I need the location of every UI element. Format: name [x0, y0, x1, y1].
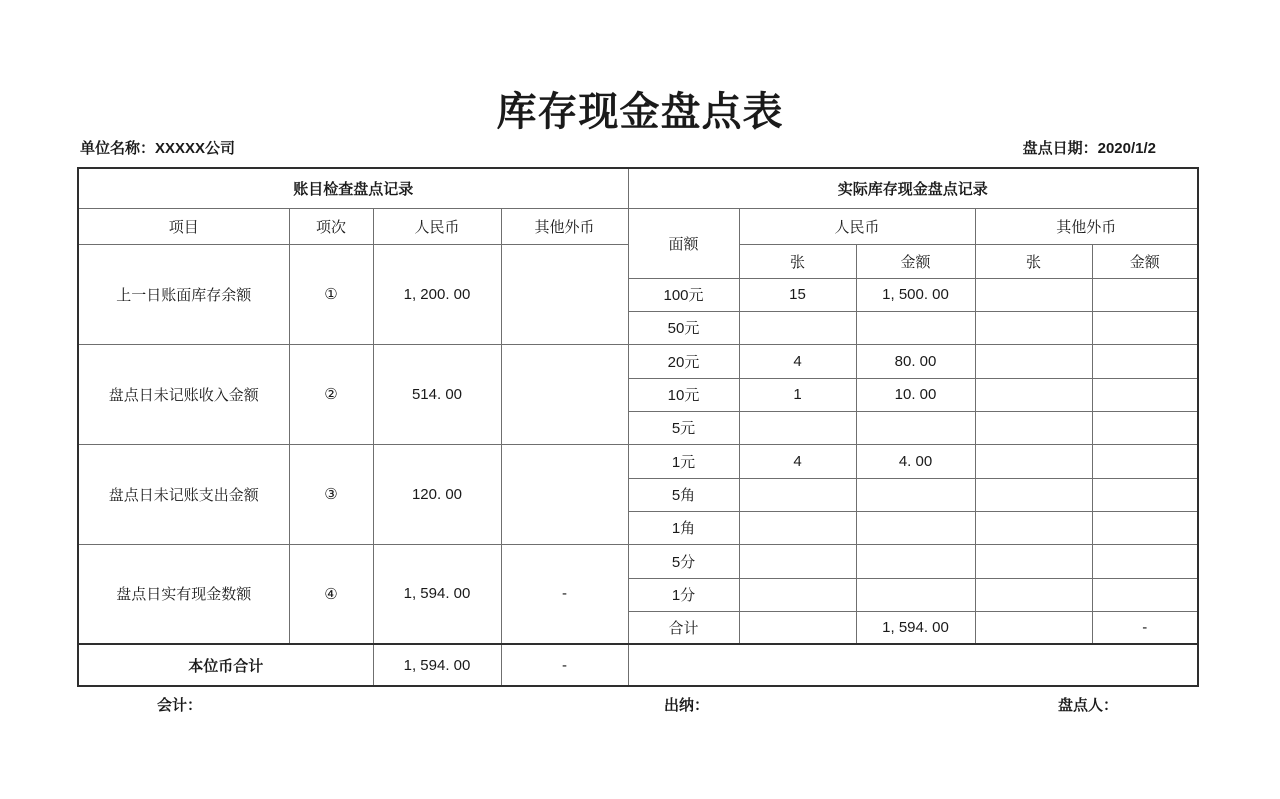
rmb-amount-cell [856, 511, 975, 544]
rmb-amount-cell: 1, 594. 00 [856, 611, 975, 644]
fx-sheets-cell [975, 311, 1092, 344]
rmb-sheets-cell: 1 [739, 378, 856, 411]
rmb-sheets-cell [739, 611, 856, 644]
fx-amount-cell [1092, 378, 1198, 411]
fx-sheets-cell [975, 344, 1092, 378]
rmb-sheets-cell [739, 544, 856, 578]
rmb-amount-cell [856, 411, 975, 444]
denomination-cell: 5元 [628, 411, 739, 444]
column-header-row-1 [78, 208, 1198, 244]
rmb-sheets-cell: 4 [739, 444, 856, 478]
account-check-section-header: 账目检查盘点记录 [78, 168, 628, 208]
cash-count-section-header: 实际库存现金盘点记录 [628, 168, 1198, 208]
col-header-seq: 项次 [289, 208, 373, 244]
col-header-rmb: 人民币 [373, 208, 501, 244]
fx-sheets-cell [975, 478, 1092, 511]
fx-amount-cell [1092, 544, 1198, 578]
fx-amount-cell [1092, 478, 1198, 511]
fx-sheets-cell [975, 611, 1092, 644]
rmb-sheets-cell: 4 [739, 344, 856, 378]
col-header-rmb-amount: 金额 [856, 244, 975, 278]
rmb-amount-cell: 1, 500. 00 [856, 278, 975, 311]
fx-sheets-cell [975, 278, 1092, 311]
cash-count-row [78, 344, 1198, 378]
account-item-cell: 盘点日实有现金数额 [78, 544, 289, 644]
rmb-sheets-cell [739, 411, 856, 444]
denomination-cell: 20元 [628, 344, 739, 378]
fx-amount-cell [1092, 311, 1198, 344]
rmb-sheets-cell [739, 578, 856, 611]
account-seq-cell: ④ [289, 544, 373, 644]
rmb-sheets-cell [739, 478, 856, 511]
inventory-table [77, 167, 1199, 687]
account-check-total-row [78, 644, 1198, 686]
rmb-amount-cell: 4. 00 [856, 444, 975, 478]
denomination-cell: 10元 [628, 378, 739, 411]
account-item-cell: 盘点日未记账支出金额 [78, 444, 289, 544]
col-header-denomination: 面额 [628, 208, 739, 278]
count-date-label: 盘点日期：2020/1/2 [1022, 140, 1156, 157]
fx-sheets-cell [975, 544, 1092, 578]
rmb-amount-cell [856, 578, 975, 611]
account-rmb-cell: 1, 200. 00 [373, 244, 501, 344]
denomination-cell: 5角 [628, 478, 739, 511]
counter-signature-label: 盘点人： [1058, 697, 1119, 714]
denomination-cell: 50元 [628, 311, 739, 344]
account-item-cell: 上一日账面库存余额 [78, 244, 289, 344]
fx-amount-cell [1092, 444, 1198, 478]
fx-amount-cell: - [1092, 611, 1198, 644]
rmb-amount-cell [856, 311, 975, 344]
col-header-fx-amount: 金额 [1092, 244, 1198, 278]
rmb-sheets-cell [739, 311, 856, 344]
col-header-cash-foreign: 其他外币 [975, 208, 1198, 244]
denomination-cell: 1角 [628, 511, 739, 544]
account-total-rmb-cell: 1, 594. 00 [373, 644, 501, 686]
denomination-cell: 5分 [628, 544, 739, 578]
account-foreign-cell [501, 344, 628, 444]
account-rmb-cell: 120. 00 [373, 444, 501, 544]
account-foreign-cell: - [501, 544, 628, 644]
accountant-signature-label: 会计： [157, 697, 203, 714]
section-header-row [78, 168, 1198, 208]
account-seq-cell: ① [289, 244, 373, 344]
rmb-sheets-cell [739, 511, 856, 544]
cashier-signature-label: 出纳： [664, 697, 710, 714]
rmb-sheets-cell: 15 [739, 278, 856, 311]
col-header-item: 项目 [78, 208, 289, 244]
fx-sheets-cell [975, 511, 1092, 544]
fx-amount-cell [1092, 344, 1198, 378]
account-total-label-cell: 本位币合计 [78, 644, 373, 686]
fx-sheets-cell [975, 411, 1092, 444]
fx-amount-cell [1092, 411, 1198, 444]
rmb-amount-cell [856, 478, 975, 511]
account-rmb-cell: 1, 594. 00 [373, 544, 501, 644]
account-total-foreign-cell: - [501, 644, 628, 686]
cash-count-row [78, 544, 1198, 578]
company-name-label: 单位名称：XXXXX公司 [80, 140, 236, 157]
col-header-cash-rmb: 人民币 [739, 208, 975, 244]
rmb-amount-cell [856, 544, 975, 578]
fx-sheets-cell [975, 578, 1092, 611]
fx-sheets-cell [975, 444, 1092, 478]
account-foreign-cell [501, 244, 628, 344]
fx-amount-cell [1092, 511, 1198, 544]
col-header-rmb-sheets: 张 [739, 244, 856, 278]
fx-amount-cell [1092, 578, 1198, 611]
cash-total-label-cell: 合计 [628, 611, 739, 644]
account-rmb-cell: 514. 00 [373, 344, 501, 444]
col-header-foreign: 其他外币 [501, 208, 628, 244]
cash-count-row [78, 444, 1198, 478]
denomination-cell: 1元 [628, 444, 739, 478]
denomination-cell: 100元 [628, 278, 739, 311]
denomination-cell: 1分 [628, 578, 739, 611]
account-foreign-cell [501, 444, 628, 544]
account-item-cell: 盘点日未记账收入金额 [78, 344, 289, 444]
col-header-fx-sheets: 张 [975, 244, 1092, 278]
account-seq-cell: ③ [289, 444, 373, 544]
fx-amount-cell [1092, 278, 1198, 311]
cash-count-footer-empty-cell [628, 644, 1198, 686]
fx-sheets-cell [975, 378, 1092, 411]
rmb-amount-cell: 80. 00 [856, 344, 975, 378]
rmb-amount-cell: 10. 00 [856, 378, 975, 411]
page-title: 库存现金盘点表 [496, 90, 784, 134]
account-seq-cell: ② [289, 344, 373, 444]
